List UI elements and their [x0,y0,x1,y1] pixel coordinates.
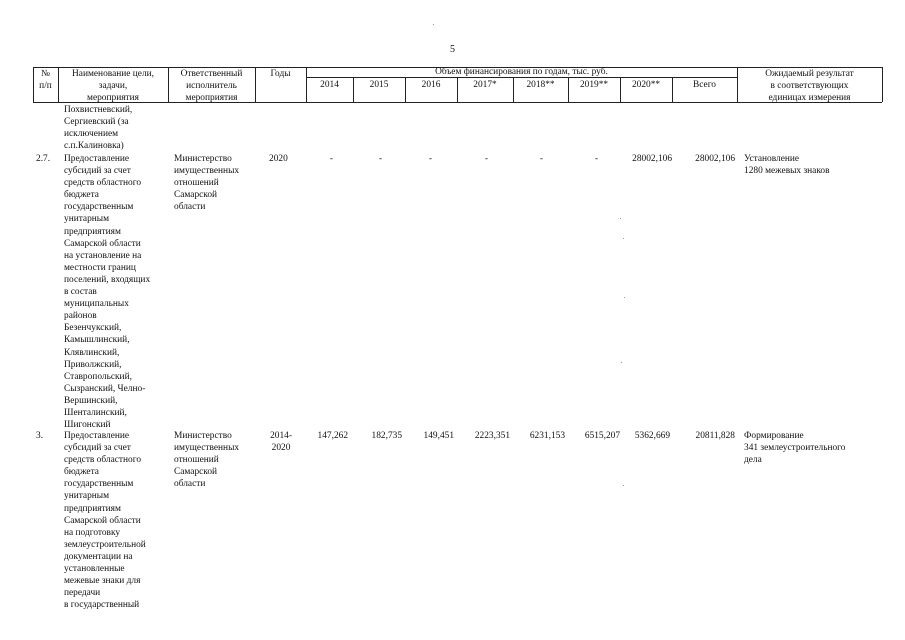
row-number: 2.7. [36,154,51,164]
header-funding-title: Объем финансирования по годам, тыс. руб. [435,67,608,77]
row-value-2016: 149,451 [423,431,454,441]
row-value-2016: - [428,154,432,164]
header-year-2015: 2015 [369,80,389,90]
header-year-2014: 2014 [320,80,339,90]
header-years: Годы [270,69,291,79]
row-value-2018: 6231,153 [529,431,565,441]
header-year-2020: 2020** [631,80,661,90]
header-year-2019: 2019** [579,80,609,90]
row-years: 2020 [269,154,288,164]
row-years: 2014- 2020 [270,431,292,454]
row-value-2014: 147,262 [317,431,348,441]
row-value-2020: 28002,106 [632,154,672,164]
row-result: Формирование 341 землеустроительного дела [744,431,846,466]
header-result: Ожидаемый результат в соответствующих единицах измерения [765,69,854,104]
row-value-2020: 5362,669 [634,431,670,441]
header-year-2017: 2017* [473,80,497,90]
row-executor: Министерство имущественных отношений Самарской области [174,431,240,490]
row-value-total: 28002,106 [695,154,735,164]
row-value-2019: 6515,207 [584,431,620,441]
row-value-2015: 182,735 [371,431,402,441]
row-value-total: 20811,828 [695,431,735,441]
header-year-2016: 2016 [421,80,441,90]
row-value-2017: - [484,154,488,164]
row-value-2015: - [378,154,382,164]
row-number: 3. [36,431,44,441]
row-name: Предоставление субсидий за счет средств областного бюджета государственным унитарным предприятиям Самарской области на установление на местности границ поселений, входящих в состав муниципальных районов Безенчукский, Камышлинский, Клявлинский, Приволжский, Ставропольский, Сызранский, Челно- Вершинский, Шенталинский, Шигонский [64,154,151,431]
row-name: Предоставление субсидий за счет средств областного бюджета государственным унитарным предприятиям Самарской области на подготовку землеустроительной документации на установленные межевые знаки для передачи в государственный [64,431,146,611]
header-num: № п/п [39,69,52,92]
continuation-cell: Похвистневский, Сергиевский (за исключением с.п.Калиновка) [64,105,133,152]
row-value-2019: - [594,154,598,164]
page-number: 5 [450,44,455,55]
header-name: Наименование цели, задачи, мероприятия [72,69,154,104]
header-year-2018: 2018** [526,80,555,90]
row-executor: Министерство имущественных отношений Самарской области [174,154,240,213]
row-value-2018: - [539,154,543,164]
row-value-2014: - [329,154,333,164]
header-executor: Ответственный исполнитель мероприятия [180,69,243,104]
header-total: Всего [693,80,716,90]
row-value-2017: 2223,351 [474,431,510,441]
row-result: Установление 1280 межевых знаков [744,154,830,177]
